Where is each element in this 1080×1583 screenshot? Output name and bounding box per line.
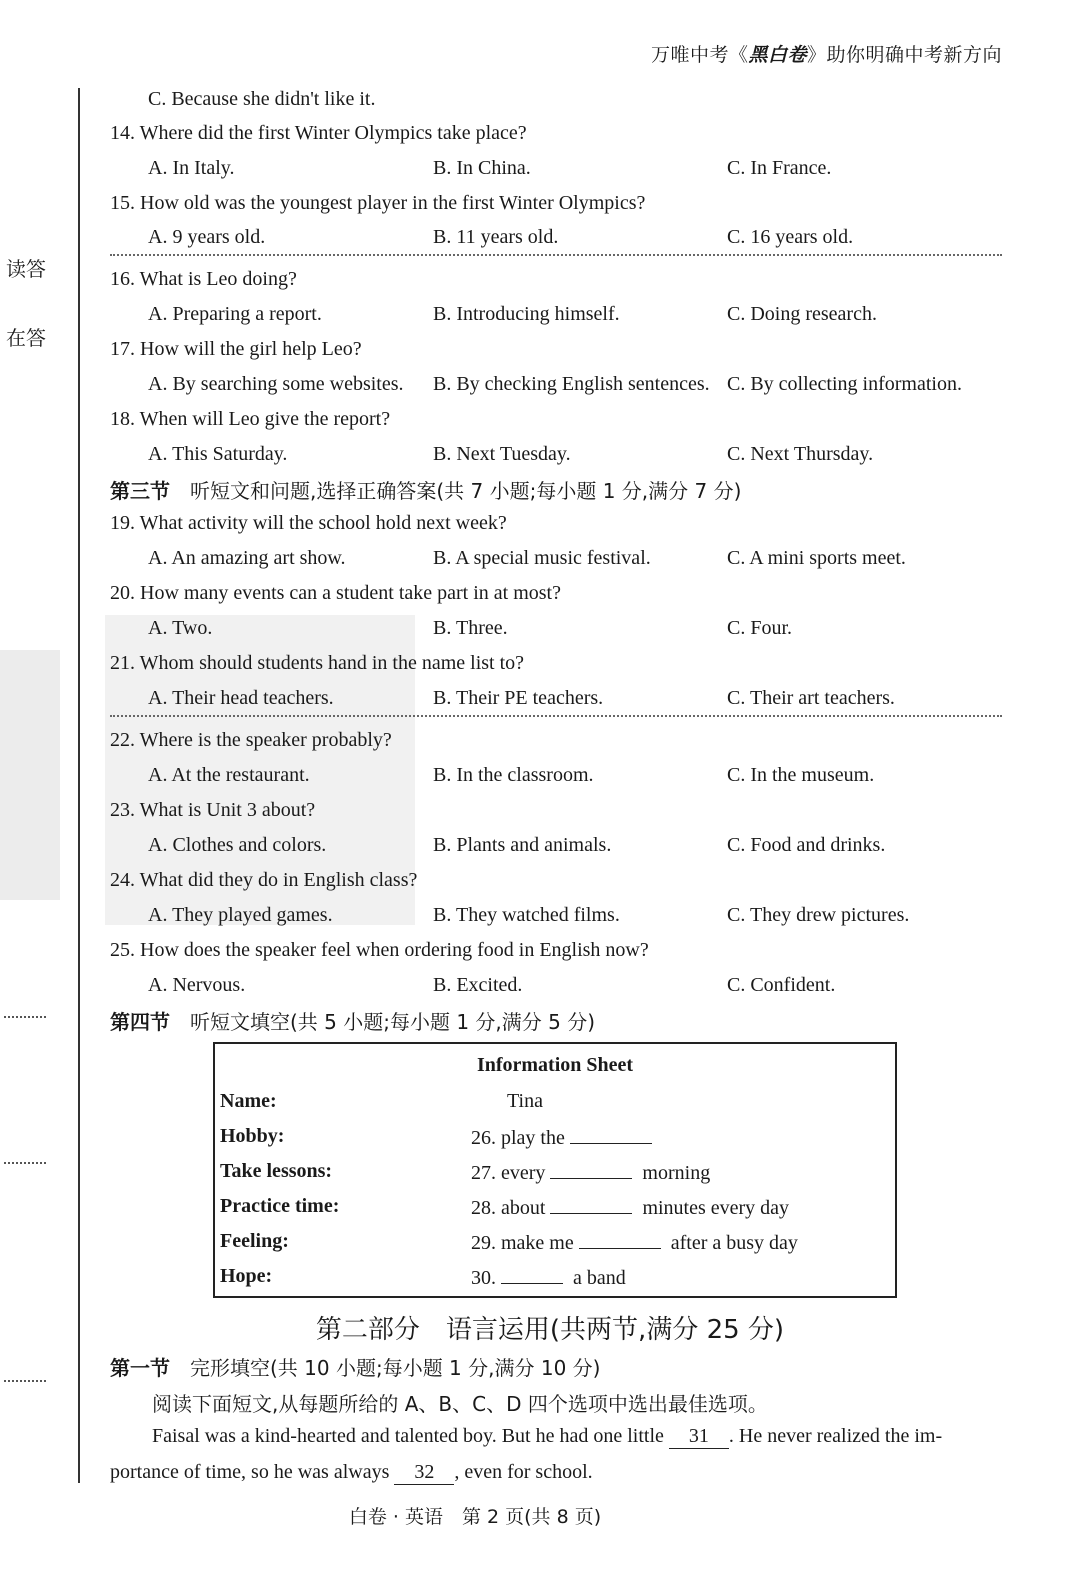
option-a: A. At the restaurant. [148,764,310,786]
option-c: C. In the museum. [727,764,875,786]
option-c: C. Their art teachers. [727,687,895,709]
watermark-shape [0,650,60,900]
margin-note: 读答 [6,257,46,281]
question-18: 18. When will Leo give the report? [110,408,391,430]
option-c: C. By collecting information. [727,373,962,395]
sheet-label: Hobby: [220,1125,285,1147]
option-a: A. Preparing a report. [148,303,322,325]
sheet-label: Hope: [220,1265,273,1287]
binding-margin-line [78,88,80,1483]
sheet-label: Take lessons: [220,1160,333,1182]
information-sheet [213,1042,897,1298]
page-footer: 白卷 · 英语 第 2 页(共 8 页) [348,1506,602,1528]
option-b: B. A special music festival. [433,547,651,569]
option-b: B. Their PE teachers. [433,687,604,709]
answer-blank[interactable] [550,1195,632,1214]
section-heading: 第三节 听短文和问题,选择正确答案(共 7 小题;每小题 1 分,满分 7 分) [110,479,742,503]
question-23: 23. What is Unit 3 about? [110,799,316,821]
brand-name: 黑白卷 [748,44,807,66]
section-heading: 第四节 听短文填空(共 5 小题;每小题 1 分,满分 5 分) [110,1010,596,1034]
answer-blank[interactable] [570,1125,652,1144]
question-21: 21. Whom should students hand in the name list to? [110,652,525,674]
answer-blank[interactable] [550,1160,632,1179]
instruction-text: 阅读下面短文,从每题所给的 A、B、C、D 四个选项中选出最佳选项。 [152,1392,768,1416]
passage-line: Faisal was a kind-hearted and talented boy. But he had one little 31 . He never realized the im- [152,1425,943,1447]
option-b: B. Introducing himself. [433,303,620,325]
option-a: A. 9 years old. [148,226,266,248]
cloze-blank-32: 32 [394,1461,454,1485]
cloze-blank-31: 31 [669,1425,729,1449]
option-a: A. Two. [148,617,213,639]
answer-blank[interactable] [501,1265,563,1284]
option-a: A. They played games. [148,904,333,926]
question-20: 20. How many events can a student take part in at most? [110,582,561,604]
option-b: B. By checking English sentences. [433,373,710,395]
sheet-row-30: 30. a band [471,1267,626,1289]
option-c: C. Four. [727,617,793,639]
sheet-row-28: 28. about minutes every day [471,1197,790,1219]
question-15: 15. How old was the youngest player in the first Winter Olympics? [110,192,646,214]
answer-blank[interactable] [579,1230,661,1249]
passage-line: portance of time, so he was always 32 , even for school. [110,1461,593,1483]
sheet-value: Tina [507,1090,543,1112]
question-19: 19. What activity will the school hold next week? [110,512,507,534]
option-b: B. In the classroom. [433,764,594,786]
margin-dots [4,1162,46,1164]
margin-dots [4,1016,46,1018]
part-title: 第二部分 语言运用(共两节,满分 25 分) [315,1315,785,1345]
question-16: 16. What is Leo doing? [110,268,297,290]
option-b: B. Plants and animals. [433,834,612,856]
option-a: A. Clothes and colors. [148,834,327,856]
margin-note: 在答 [6,326,46,350]
option-b: B. Next Tuesday. [433,443,571,465]
option-a: A. Nervous. [148,974,246,996]
question-17: 17. How will the girl help Leo? [110,338,362,360]
option-a: A. By searching some websites. [148,373,404,395]
option-c: C. In France. [727,157,832,179]
margin-dots [4,1380,46,1382]
passage-divider [110,715,1002,717]
sheet-label: Practice time: [220,1195,340,1217]
option-b: B. 11 years old. [433,226,559,248]
option-c: C. 16 years old. [727,226,854,248]
option-c: C. They drew pictures. [727,904,910,926]
option-b: B. They watched films. [433,904,620,926]
option-a: A. This Saturday. [148,443,288,465]
option-c: C. Confident. [727,974,836,996]
section-heading: 第一节 完形填空(共 10 小题;每小题 1 分,满分 10 分) [110,1356,601,1380]
sheet-row-26: 26. play the [471,1125,652,1150]
option-c: C. Next Thursday. [727,443,874,465]
option-c: C. Food and drinks. [727,834,886,856]
option-c: C. Because she didn't like it. [148,88,376,110]
option-b: B. Three. [433,617,508,639]
option-b: B. In China. [433,157,531,179]
option-c: C. A mini sports meet. [727,547,906,569]
option-c: C. Doing research. [727,303,877,325]
sheet-title: Information Sheet [476,1054,634,1076]
sheet-label: Name: [220,1090,277,1112]
sheet-label: Feeling: [220,1230,289,1252]
option-a: A. An amazing art show. [148,547,346,569]
option-a: A. Their head teachers. [148,687,334,709]
option-a: A. In Italy. [148,157,235,179]
page-header: 万唯中考《黑白卷》助你明确中考新方向 [650,44,1002,66]
question-22: 22. Where is the speaker probably? [110,729,392,751]
question-25: 25. How does the speaker feel when ordering food in English now? [110,939,649,961]
sheet-row-29: 29. make me after a busy day [471,1232,798,1254]
question-24: 24. What did they do in English class? [110,869,418,891]
question-14: 14. Where did the first Winter Olympics take place? [110,122,527,144]
dialogue-divider [110,254,1002,256]
sheet-row-27: 27. every morning [471,1162,711,1184]
option-b: B. Excited. [433,974,523,996]
